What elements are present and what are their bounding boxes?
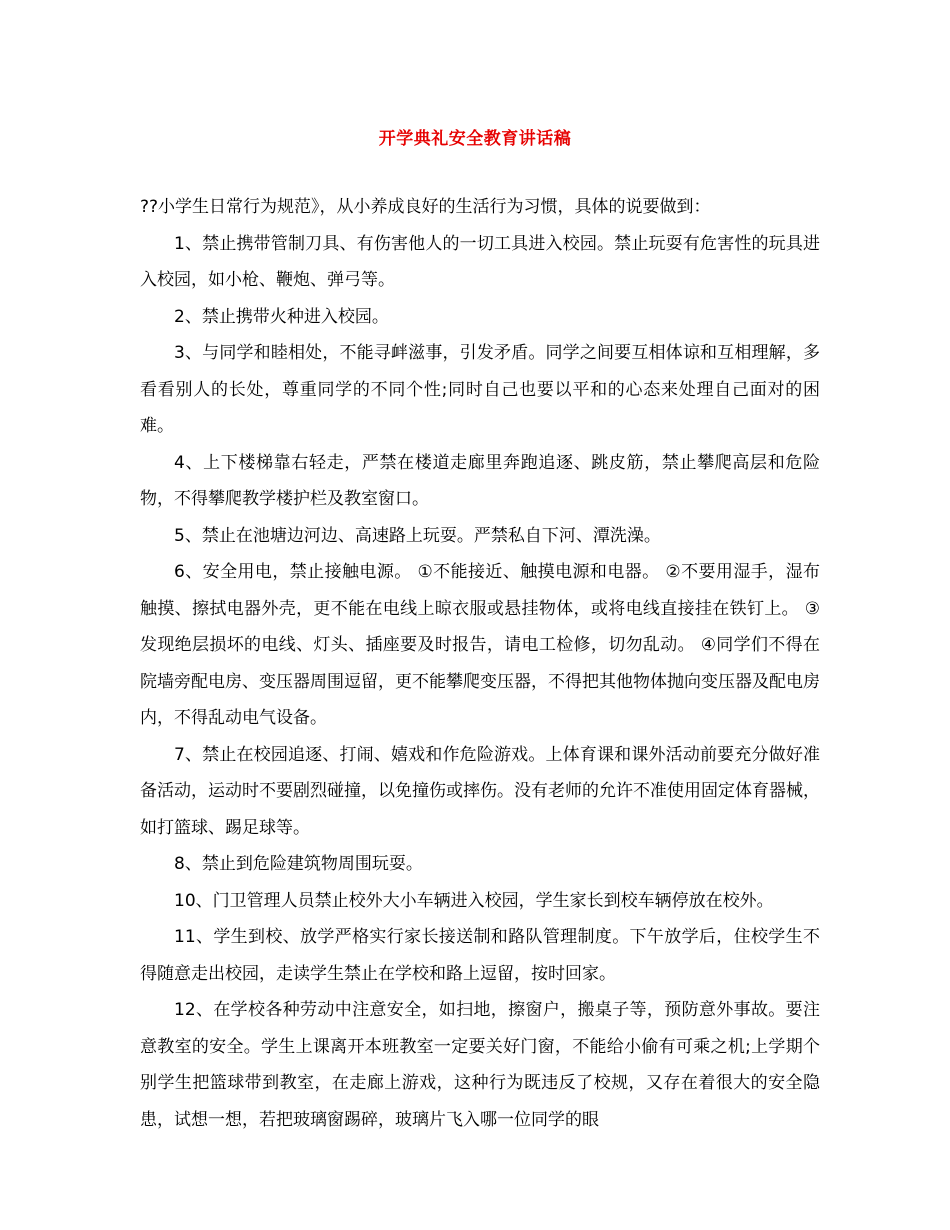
paragraph-rule-2: 2、禁止携带火种进入校园。 — [174, 306, 389, 327]
document-body — [140, 189, 820, 1138]
paragraph-rule-10: 10、门卫管理人员禁止校外大小车辆进入校园，学生家长到校车辆停放在校外。 — [174, 890, 774, 911]
paragraph-rule-12: 12、在学校各种劳动中注意安全，如扫地，擦窗户，搬桌子等，预防意外事故。要注意教室的安全。学生上课离开本班教室一定要关好门窗，不能给小偷有可乘之机;上学期个别学生把篮球带到教室，在走廊上游戏，这种行为既违反了校规，又存在着很大的安全隐患，试想一想，若把玻璃窗踢碎，玻璃片飞入哪一位同学的眼 — [140, 1000, 820, 1130]
paragraph-intro: ??小学生日常行为规范》，从小养成良好的生活行为习惯，具体的说要做到： — [140, 197, 711, 217]
paragraph-rule-4: 4、上下楼梯靠右轻走，严禁在楼道走廊里奔跑追逐、跳皮筋，禁止攀爬高层和危险物，不得攀爬教学楼护栏及教室窗口。 — [140, 452, 820, 509]
paragraph-rule-1: 1、禁止携带管制刀具、有伤害他人的一切工具进入校园。禁止玩耍有危害性的玩具进入校园，如小枪、鞭炮、弹弓等。 — [140, 233, 820, 290]
document-title: 开学典礼安全教育讲话稿 — [378, 129, 572, 149]
paragraph-rule-5: 5、禁止在池塘边河边、高速路上玩耍。严禁私自下河、潭洗澡。 — [174, 525, 661, 546]
paragraph-rule-3: 3、与同学和睦相处，不能寻衅滋事，引发矛盾。同学之间要互相体谅和互相理解，多看看别人的长处，尊重同学的不同个性;同时自己也要以平和的心态来处理自己面对的困难。 — [140, 343, 820, 436]
paragraph-rule-7: 7、禁止在校园追逐、打闹、嬉戏和作危险游戏。上体育课和课外活动前要充分做好准备活动，运动时不要剧烈碰撞，以免撞伤或摔伤。没有老师的允许不准使用固定体育器械，如打篮球、踢足球等。 — [140, 744, 820, 838]
paragraph-rule-8: 8、禁止到危险建筑物周围玩耍。 — [174, 854, 423, 874]
paragraph-rule-6: 6、安全用电，禁止接触电源。 ①不能接近、触摸电源和电器。 ②不要用湿手，湿布触摸、擦拭电器外壳，更不能在电线上晾衣服或悬挂物体，或将电线直接挂在铁钉上。 ③发现绝层损坏的电线、灯头、插座要及时报告，请电工检修，切勿乱动。 ④同学们不得在院墙旁配电房、变压器周围逗留，更不能攀爬变压器，不得把其他物体抛向变压器及配电房内，不得乱动电气设备。 — [140, 562, 820, 728]
paragraph-rule-11: 11、学生到校、放学严格实行家长接送制和路队管理制度。下午放学后，住校学生不得随意走出校园，走读学生禁止在学校和路上逗留，按时回家。 — [140, 927, 820, 984]
